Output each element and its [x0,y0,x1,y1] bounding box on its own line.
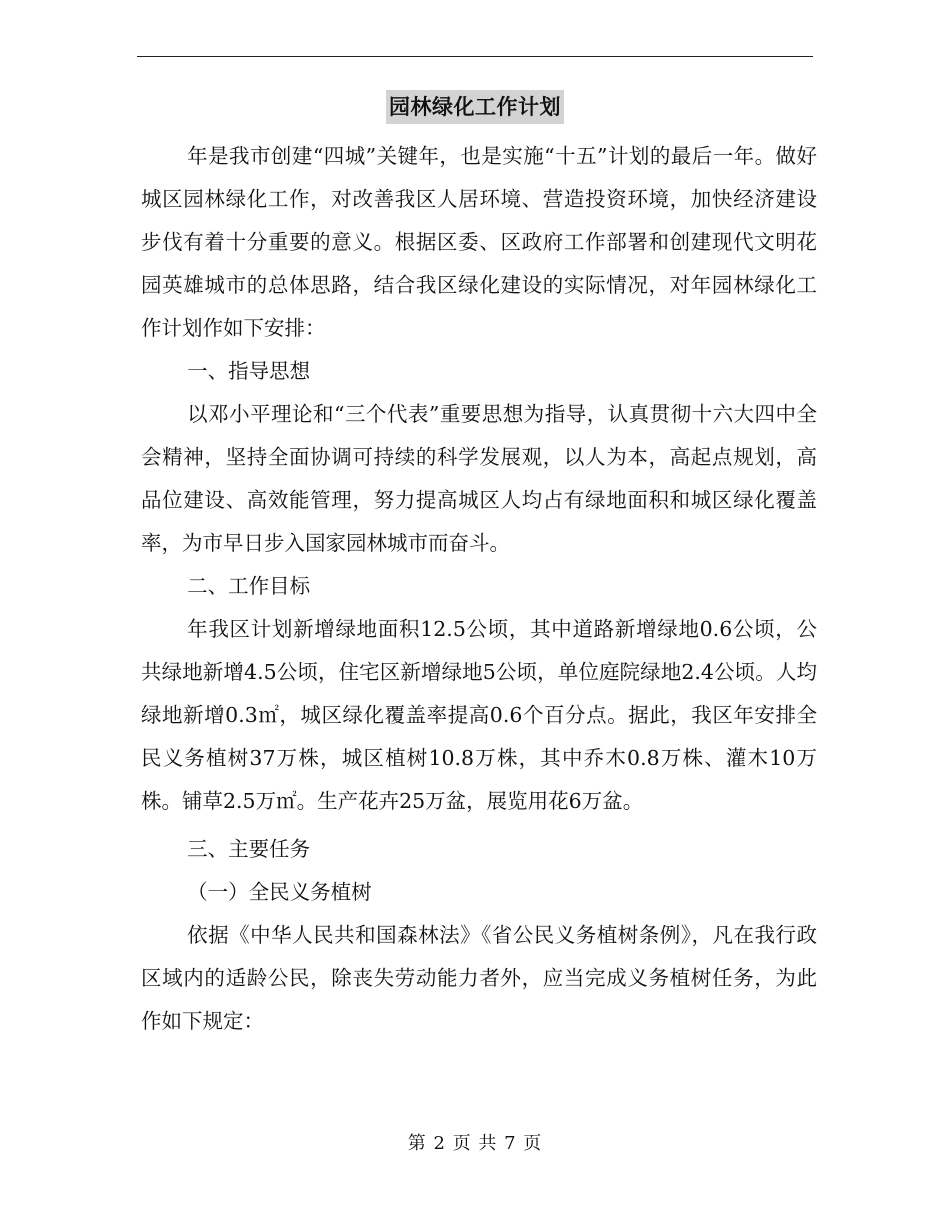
header-rule [137,56,813,57]
document-title: 园林绿化工作计划 [386,90,564,124]
section-heading-main-tasks: 三、主要任务 [187,837,311,861]
document-title-block [0,90,950,124]
subsection-heading-tree-planting: （一）全民义务植树 [187,880,372,904]
tree-planting-paragraph: 依据《中华人民共和国森林法》《省公民义务植树条例》，凡在我行政区域内的适龄公民，除丧失劳动能力者外，应当完成义务植树任务，为此作如下规定： [141,923,817,1033]
work-goals-paragraph: 年我区计划新增绿地面积12.5公顷，其中道路新增绿地0.6公顷，公共绿地新增4.5公顷，住宅区新增绿地5公顷，单位庭院绿地2.4公顷。人均绿地新增0.3㎡，城区绿化覆盖率提高0.6个百分点。据此，我区年安排全民义务植树37万株，城区植树10.8万株，其中乔木0.8万株、灌木10万株。铺草2.5万㎡。生产花卉25万盆，展览用花6万盆。 [141,617,817,813]
section-heading-work-goals: 二、工作目标 [187,574,311,598]
intro-paragraph: 年是我市创建“四城”关键年，也是实施“十五”计划的最后一年。做好城区园林绿化工作，对改善我区人居环境、营造投资环境，加快经济建设步伐有着十分重要的意义。根据区委、区政府工作部署和创建现代文明花园英雄城市的总体思路，结合我区绿化建设的实际情况，对年园林绿化工作计划作如下安排： [141,144,817,340]
page-number: 第 2 页 共 7 页 [407,1133,543,1154]
section-heading-guiding-thought: 一、指导思想 [187,359,311,383]
guiding-thought-paragraph: 以邓小平理论和“三个代表”重要思想为指导，认真贯彻十六大四中全会精神，坚持全面协调可持续的科学发展观，以人为本，高起点规划，高品位建设、高效能管理，努力提高城区人均占有绿地面积和城区绿化覆盖率，为市早日步入国家园林城市而奋斗。 [141,402,817,555]
document-body [141,135,817,1043]
